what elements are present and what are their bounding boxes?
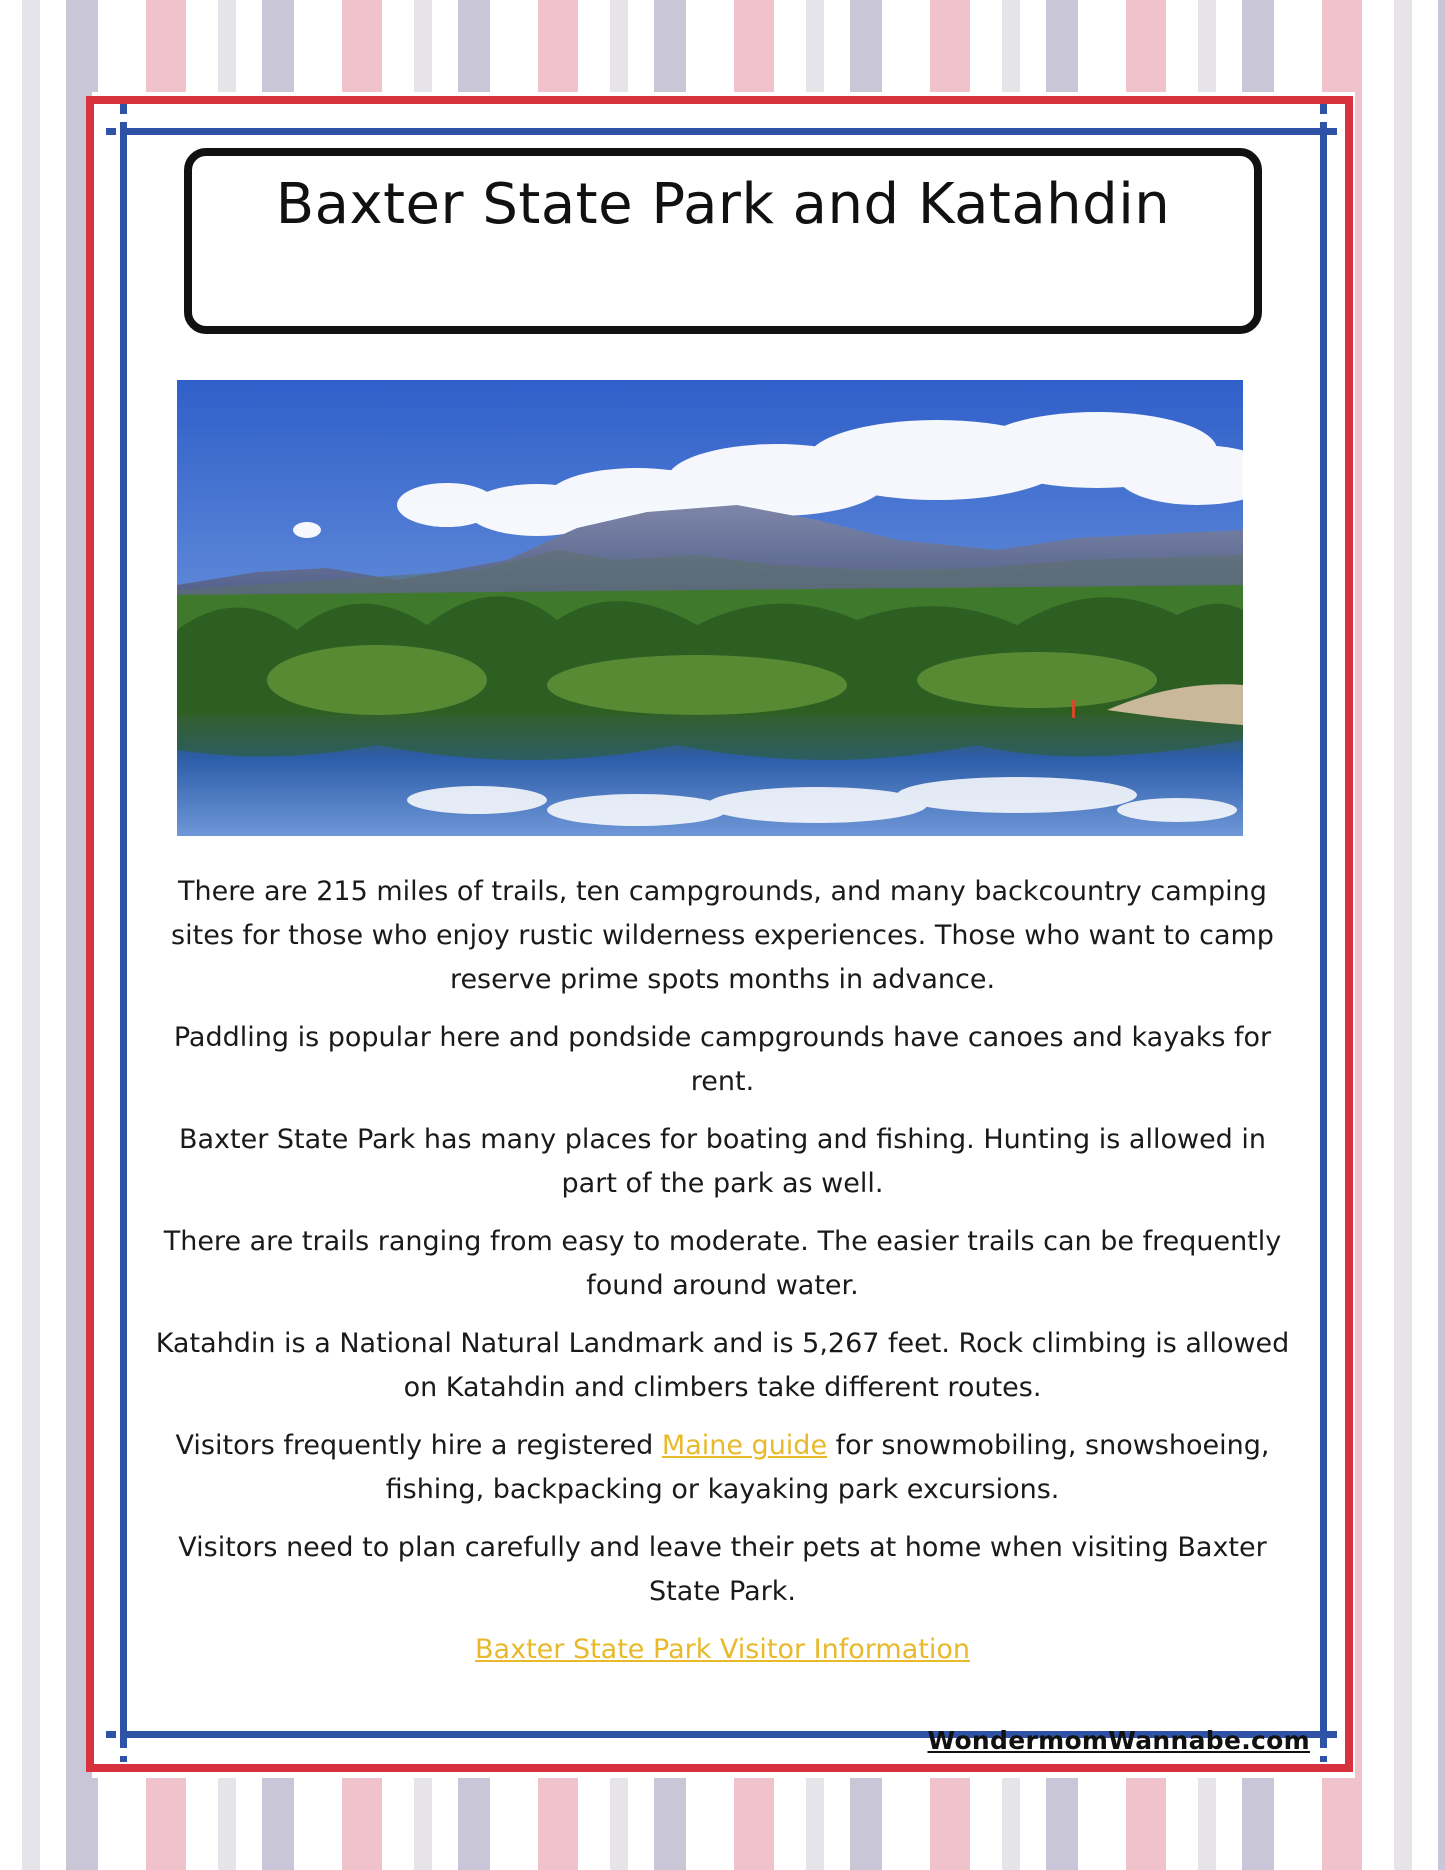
katahdin-lake-photo <box>177 380 1243 836</box>
guide-text-after: for snowmobiling, snowshoeing, fishing, backpacking or kayaking park excursions. <box>385 1430 1270 1505</box>
paragraph-guide <box>150 1424 1295 1512</box>
brand-logo-text: WondermomWannabe.com <box>927 1726 1310 1755</box>
frame-dash <box>1320 1738 1327 1762</box>
title-box <box>184 148 1262 334</box>
body-text <box>150 870 1295 1686</box>
guide-text-before: Visitors frequently hire a registered <box>175 1430 662 1461</box>
frame-dash <box>1320 104 1327 128</box>
page-title: Baxter State Park and Katahdin <box>275 172 1171 237</box>
paragraph-paddling: Paddling is popular here and pondside campgrounds have canoes and kayaks for rent. <box>173 1022 1272 1097</box>
frame-dash <box>106 1731 120 1738</box>
visitor-information-link[interactable]: Baxter State Park Visitor Information <box>475 1634 970 1665</box>
paragraph-boating: Baxter State Park has many places for boating and fishing. Hunting is allowed in part of the park as well. <box>178 1124 1267 1199</box>
maine-guide-link[interactable]: Maine guide <box>661 1430 828 1461</box>
paragraph-trails: There are 215 miles of trails, ten campgrounds, and many backcountry camping sites for those who enjoy rustic wilderness experiences. Those who want to camp reserve prime spots months in advance. <box>171 876 1274 995</box>
frame-dash <box>1327 128 1341 135</box>
paragraph-trail-difficulty: There are trails ranging from easy to moderate. The easier trails can be frequently found around water. <box>163 1226 1282 1301</box>
frame-dash <box>120 1738 127 1762</box>
paragraph-pets: Visitors need to plan carefully and leave their pets at home when visiting Baxter State Park. <box>178 1532 1267 1607</box>
paragraph-katahdin: Katahdin is a National Natural Landmark and is 5,267 feet. Rock climbing is allowed on Katahdin and climbers take different routes. <box>155 1328 1290 1403</box>
frame-dash <box>106 128 120 135</box>
frame-dash <box>120 104 127 128</box>
frame-dash <box>1327 1731 1341 1738</box>
